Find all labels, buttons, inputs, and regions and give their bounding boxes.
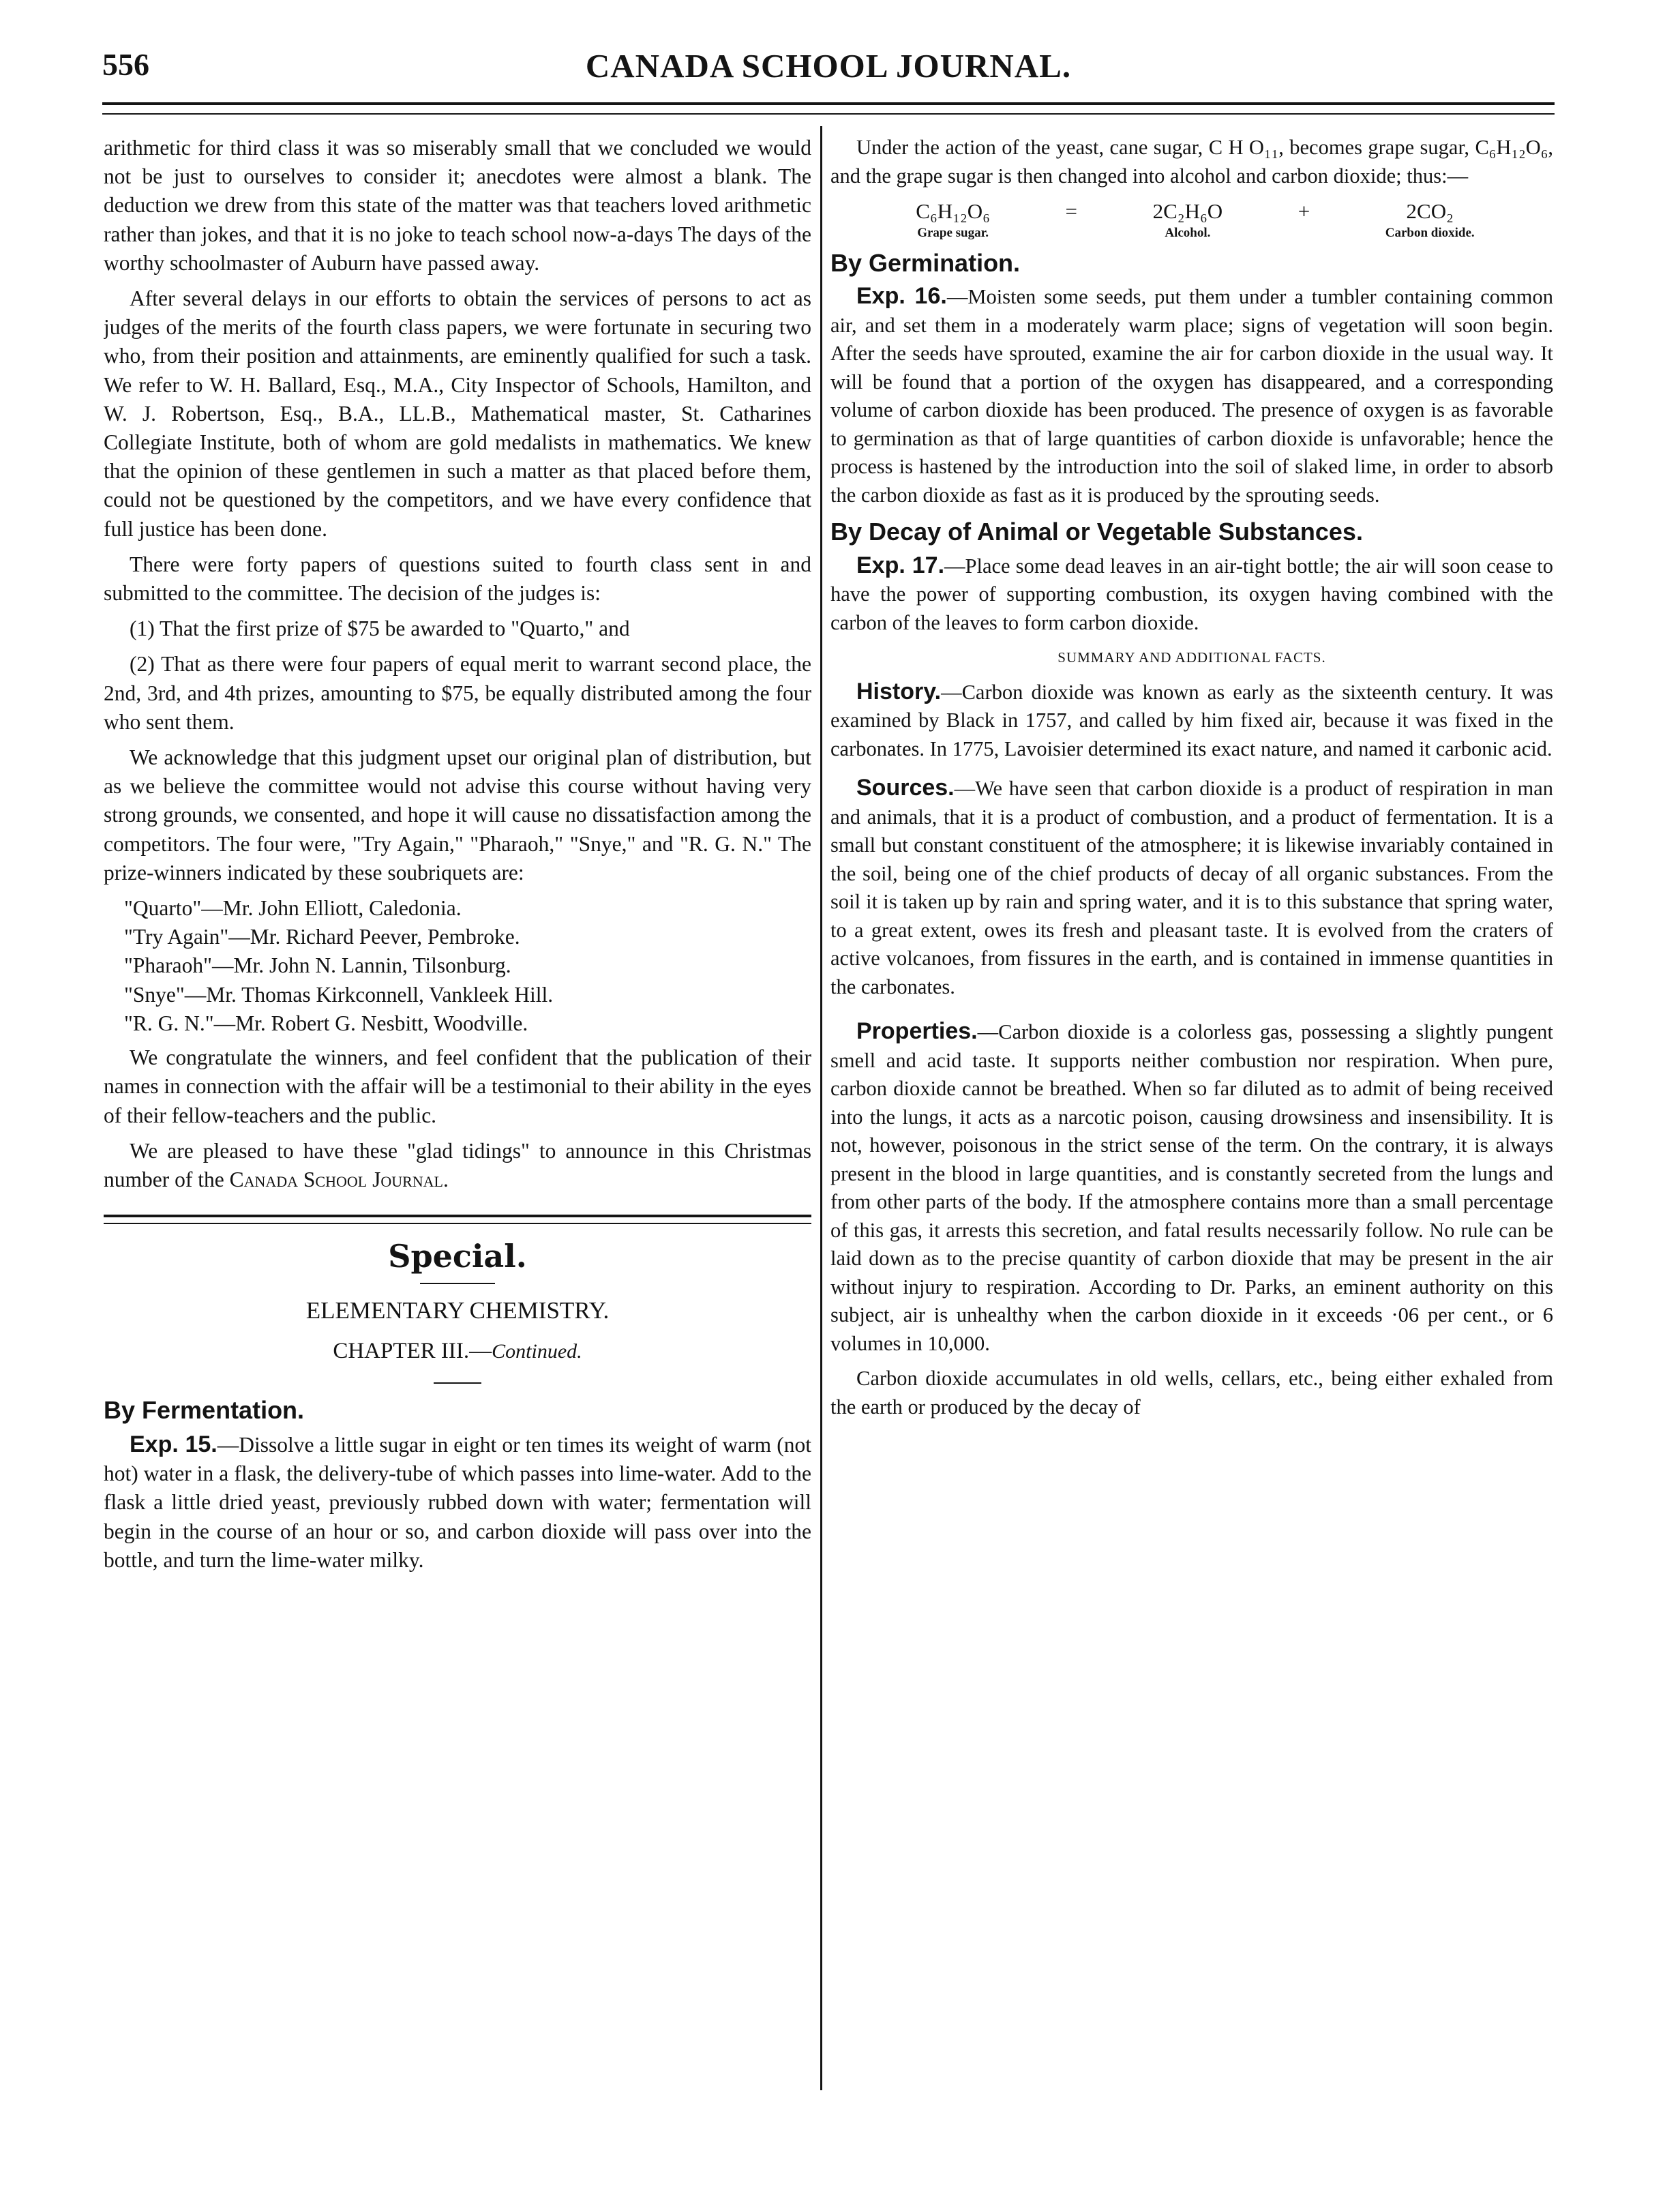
page-number: 556	[102, 47, 149, 82]
section-title: Special.	[388, 1238, 527, 1275]
short-rule	[420, 1283, 495, 1284]
right-column	[830, 134, 1553, 2098]
paragraph	[830, 774, 1553, 1001]
article-title: ELEMENTARY CHEMISTRY.	[305, 1297, 610, 1324]
formula-caption: Grape sugar.	[917, 225, 989, 240]
chapter-label: CHAPTER III.—	[333, 1338, 492, 1363]
list-item: "Quarto"—Mr. John Elliott, Caledonia.	[124, 896, 462, 921]
text-run: —Carbon dioxide is a colorless gas, possessing a slightly pungent smell and acid taste. It supports neither combustion nor respiration. When pure, carbon dioxide cannot be breathed. When so far diluted as to admit of being received into the lungs, it acts as a narcotic poison, causing drowsiness and insensibility. It is not, however, poisonous in the strict sense of the term. On the contrary, it is always present in the blood in large quantities, and is constantly secreted from the lungs and from other parts of the body. If the atmosphere contains more than a small percentage of this gas, it arrests this secretion, and fatal results necessarily follow. No rule can be laid down as to the precise quantity of carbon dioxide that may be present in the air without injury to respiration. According to Dr. Parks, an eminent authority on this subject, air is unhealthy when the carbon dioxide in it exceeds ·06 per cent., or 6 volumes in 10,000.	[830, 1020, 1553, 1355]
properties-label: Properties.	[856, 1018, 978, 1044]
formula-caption: Carbon dioxide.	[1385, 225, 1475, 240]
text-run: —We have seen that carbon dioxide is a product of respiration in man and animals, that it is a product of combustion, and a product of fermentation. It is a small but constant constituent of the atmosphere; it is likewise invariably contained in the soil, being one of the chief products of decay of all organic substances. From the soil it is taken up by rain and spring water, and it is to this substance that spring water, to a great extent, owes its fresh and pleasant taste. It is evolved from the craters of active volcanoes, from fissures in the earth, and is contained in immense quantities in the carbonates.	[830, 777, 1553, 998]
paragraph: Under the action of the yeast, cane sugar, C H O₁₁, becomes grape sugar, C₆H₁₂O₆, and the grape sugar is then changed into alcohol and carbon dioxide; thus:—	[830, 136, 1553, 188]
exp-label: Exp. 16.	[856, 283, 947, 309]
text-run: —Dissolve a little sugar in eight or ten times its weight of warm (not hot) water in a flask, the delivery-tube of which passes into lime-water. Add to the flask a little dried yeast, previously rubbed down with water; fermentation will begin in the course of an hour or so, and carbon dioxide will pass over into the bottle, and turn the lime-water milky.	[104, 1432, 811, 1572]
winners-list	[104, 894, 811, 1038]
chemical-equation	[830, 197, 1553, 241]
header-rule-top	[102, 102, 1555, 105]
paragraph	[830, 282, 1553, 509]
paragraph	[104, 1137, 811, 1194]
formula-caption: Alcohol.	[1165, 225, 1211, 240]
text-run: .	[443, 1167, 449, 1191]
paragraph: Carbon dioxide accumulates in old wells, cellars, etc., being either exhaled from the earth or produced by the decay of	[830, 1367, 1553, 1419]
paragraph: We congratulate the winners, and feel confident that the publication of their names in connection with the affair will be a testimonial to their ability in the eyes of their fellow-teachers and the public.	[104, 1045, 811, 1127]
formula: 2C₂H₆O	[1152, 199, 1223, 223]
formula: C₆H₁₂O₆	[916, 199, 990, 223]
text-run: —Place some dead leaves in an air-tight bottle; the air will soon cease to have the power of supporting combustion, its oxygen having combined with the carbon of the leaves to form carbon dioxide.	[830, 554, 1553, 634]
column-divider	[820, 126, 822, 2090]
journal-name: Canada School Journal	[229, 1167, 443, 1191]
subheading-germination: By Germination.	[830, 248, 1021, 277]
header-rule-bottom	[102, 113, 1555, 115]
list-item: "Pharaoh"—Mr. John N. Lannin, Tilsonburg.	[124, 953, 511, 978]
text-run: We are pleased to have these "glad tidings" to announce in this Christmas number of the	[104, 1138, 811, 1191]
page-header	[102, 41, 1555, 95]
exp-label: Exp. 17.	[856, 552, 945, 578]
equals-sign: =	[1065, 199, 1078, 223]
text-run: —Moisten some seeds, put them under a tumbler containing common air, and set them in a moderately warm place; signs of vegetation will soon begin. After the seeds have sprouted, examine the air for carbon dioxide in the usual way. It will be found that a portion of the oxygen has disappeared, and a corresponding volume of carbon dioxide has been produced. The presence of oxygen is as favorable to germination as that of large quantities of carbon dioxide is unfavorable; hence the process is hastened by the introduction into the soil of slaked lime, in order to absorb the carbon dioxide as fast as it is produced by the sprouting seeds.	[830, 285, 1553, 507]
equation-term	[916, 197, 990, 241]
section-rule	[104, 1215, 811, 1224]
text-run: —Carbon dioxide was known as early as the sixteenth century. It was examined by Black in 1757, and called by him fixed air, because it was fixed in the carbonates. In 1775, Lavoisier determined its exact nature, and named it carbonic acid.	[830, 680, 1553, 760]
exp-label: Exp. 15.	[130, 1431, 217, 1457]
paragraph: There were forty papers of questions suited to fourth class sent in and submitted to the committee. The decision of the judges is:	[104, 552, 811, 606]
sources-label: Sources.	[856, 775, 955, 801]
paragraph	[104, 1430, 811, 1575]
subheading-fermentation: By Fermentation.	[104, 1395, 305, 1424]
paragraph: We acknowledge that this judgment upset our original plan of distribution, but as we believe the committee would not advise this course without having very strong grounds, we consented, and hope it will cause no dissatisfaction among the competitors. The four were, "Try Again," "Pharaoh," "Snye," and "R. G. N." The prize-winners indicated by these soubriquets are:	[104, 745, 811, 885]
formula: 2CO₂	[1406, 199, 1454, 223]
paragraph: (2) That as there were four papers of equal merit to warrant second place, the 2nd, 3rd, and 4th prizes, amounting to $75, be equally distributed among the four who sent them.	[104, 652, 811, 734]
equation-term	[1385, 197, 1475, 241]
summary-heading: SUMMARY AND ADDITIONAL FACTS.	[1058, 649, 1326, 666]
paragraph: (1) That the first prize of $75 be awarded to "Quarto," and	[130, 617, 630, 641]
paragraph	[830, 678, 1553, 764]
list-item: "R. G. N."—Mr. Robert G. Nesbitt, Woodville.	[124, 1011, 528, 1035]
short-rule	[434, 1382, 481, 1384]
history-label: History.	[856, 678, 942, 704]
left-column	[104, 134, 811, 2098]
list-item: "Try Again"—Mr. Richard Peever, Pembroke.	[124, 925, 520, 949]
paragraph: After several delays in our efforts to obtain the services of persons to act as judges of the merits of the fourth class papers, we were fortunate in securing two who, from their position and attainments, are eminently qualified for such a task. We refer to W. H. Ballard, Esq., M.A., City Inspector of Schools, Hamilton, and W. J. Robertson, Esq., B.A., LL.B., Mathematical master, St. Catharines Collegiate Institute, both of whom are gold medalists in mathematics. We knew that the opinion of these gentlemen in such a matter as that placed before them, could not be questioned by the competitors, and we have every confidence that full justice has been done.	[104, 286, 811, 541]
journal-title: CANADA SCHOOL JOURNAL.	[585, 47, 1072, 85]
equation-term	[1153, 197, 1223, 241]
plus-sign: +	[1298, 199, 1310, 223]
subheading-decay: By Decay of Animal or Vegetable Substances.	[830, 518, 1363, 546]
chapter-heading	[104, 1337, 811, 1366]
chapter-continued: Continued.	[492, 1339, 582, 1363]
paragraph	[830, 1018, 1553, 1358]
list-item: "Snye"—Mr. Thomas Kirkconnell, Vankleek Hill.	[124, 982, 554, 1007]
paragraph	[830, 552, 1553, 638]
paragraph: arithmetic for third class it was so miserably small that we concluded we would not be just to ourselves to consider it; anecdotes were almost a blank. The deduction we drew from this state of the matter was that teachers loved arithmetic rather than jokes, and that it is no joke to teach school now-a-days The days of the worthy schoolmaster of Auburn have passed away.	[104, 136, 811, 275]
